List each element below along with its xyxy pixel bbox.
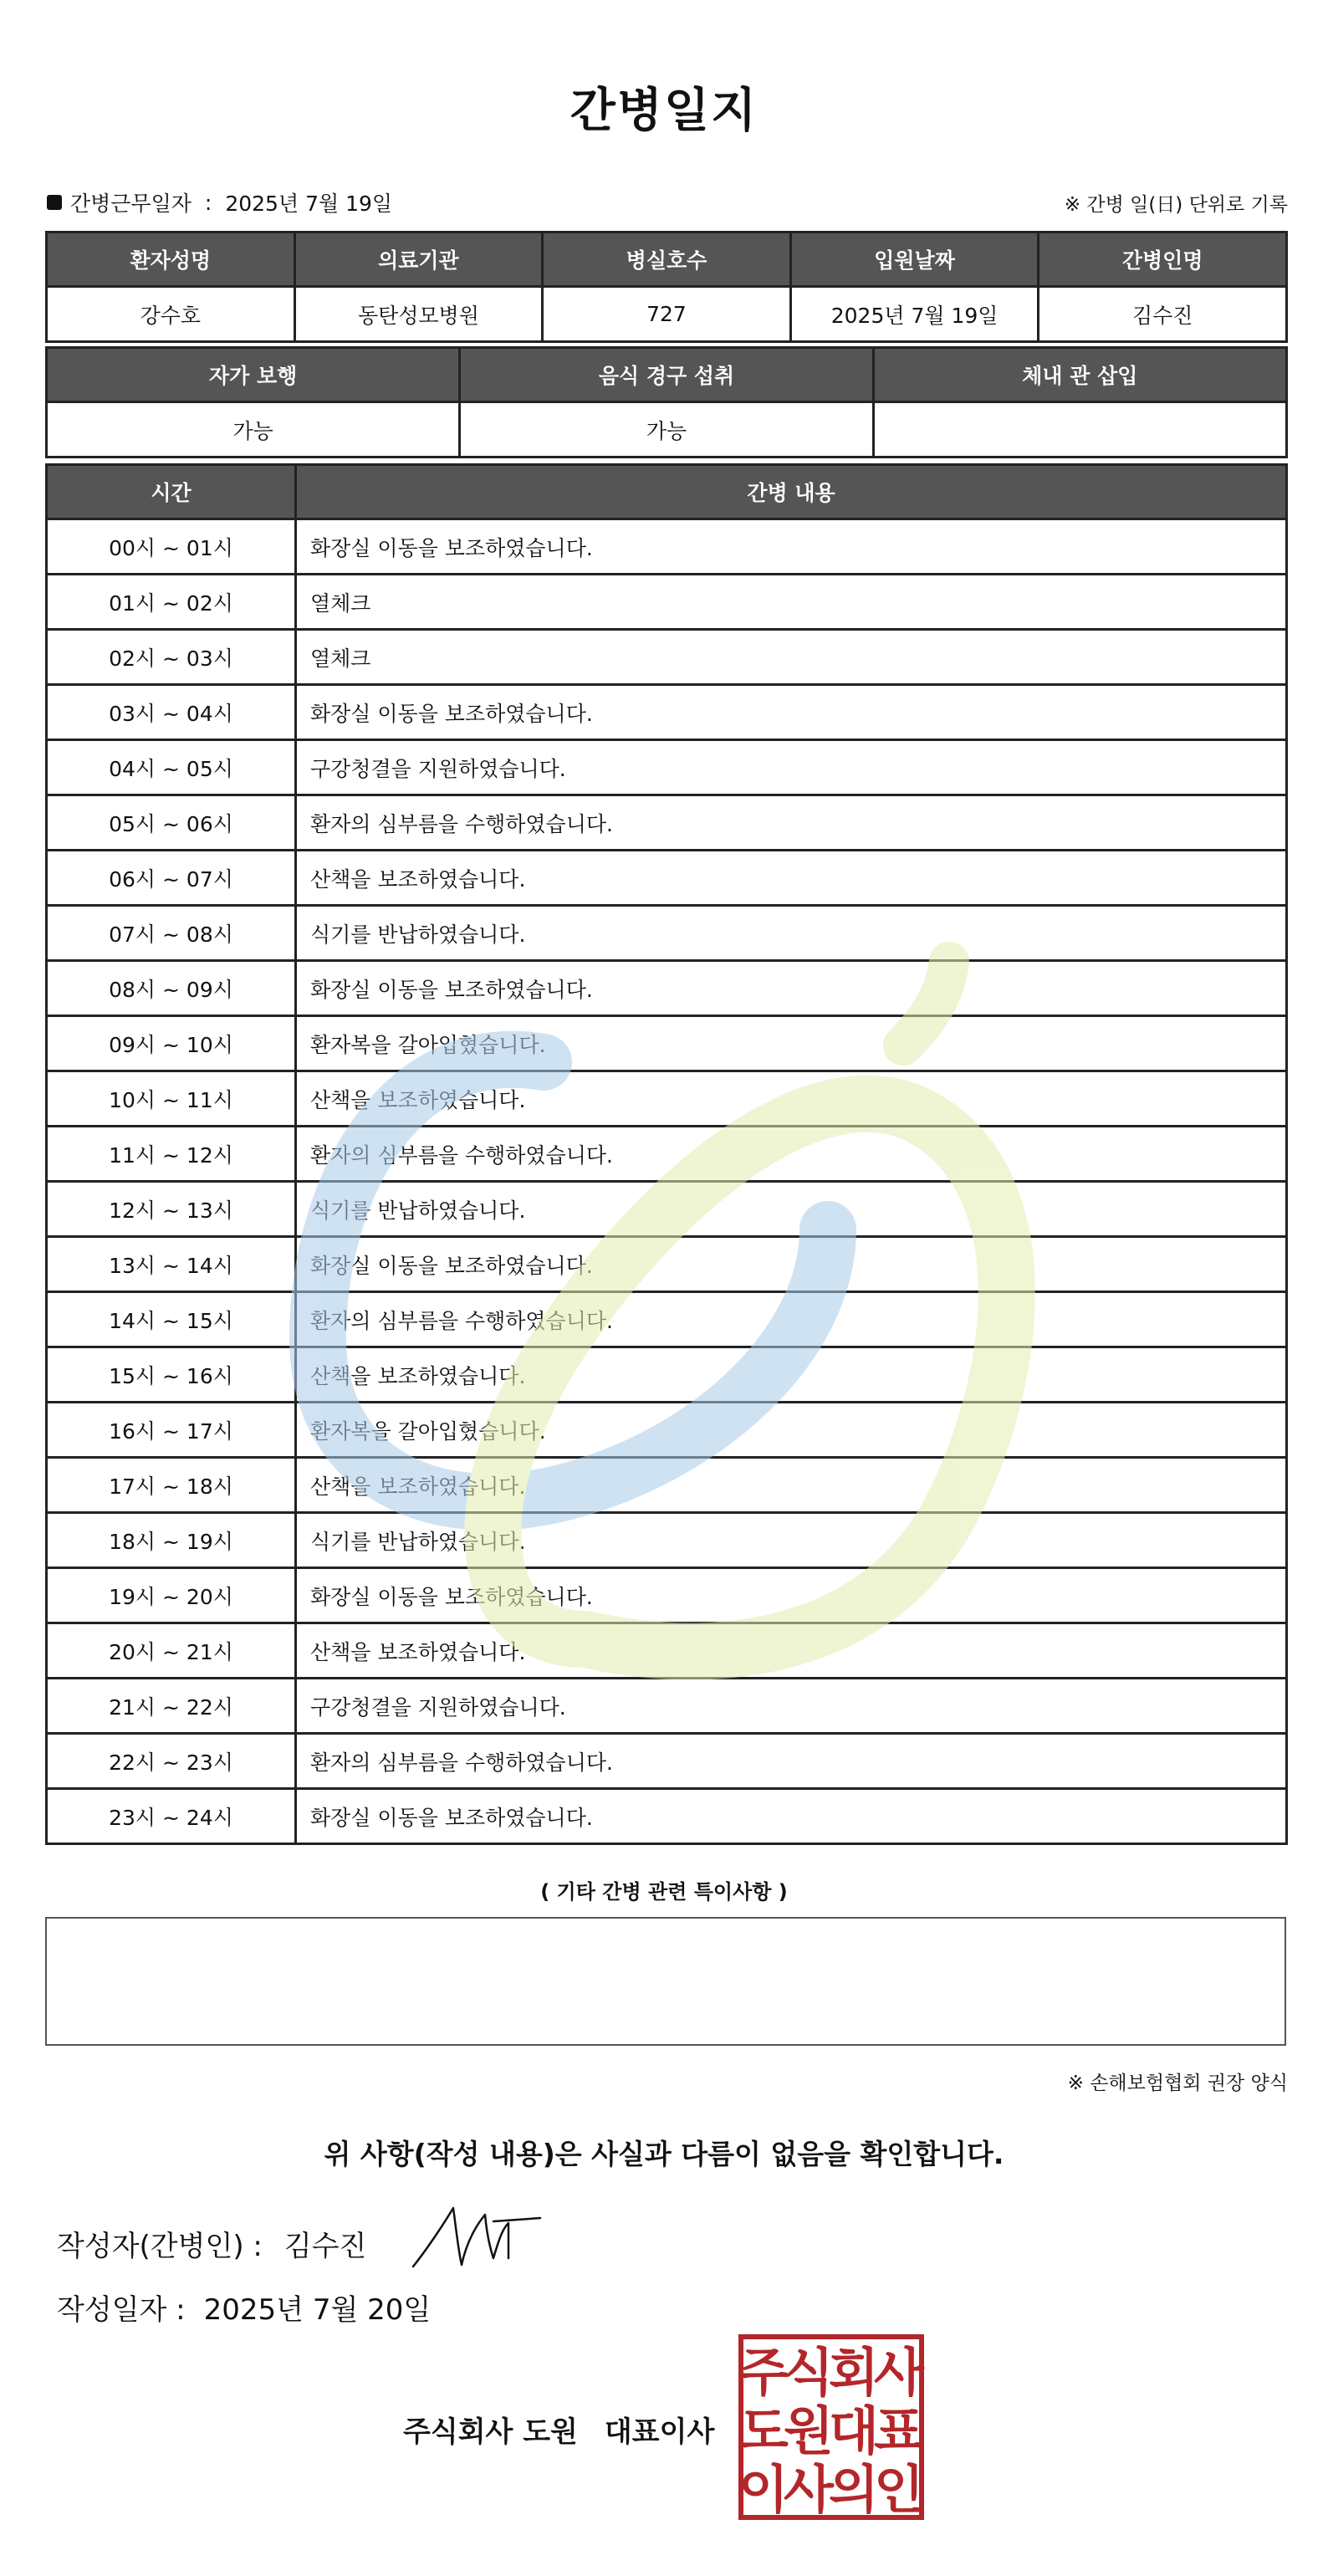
oral-intake-value: 가능 [460,402,873,457]
log-header-row [47,465,1287,519]
log-time: 22시 ~ 23시 [47,1734,296,1789]
log-row [47,1127,1287,1182]
log-content: 구강청결을 지원하였습니다. [296,740,1287,795]
log-time: 06시 ~ 07시 [47,851,296,906]
header-patient-name: 환자성명 [47,233,295,287]
log-content: 화장실 이동을 보조하였습니다. [296,961,1287,1016]
log-content: 산책을 보조하였습니다. [296,1458,1287,1513]
log-row [47,961,1287,1016]
log-content: 열체크 [296,630,1287,685]
log-row [47,851,1287,906]
notes-title: ( 기타 간병 관련 특이사항 ) [540,1880,788,1904]
log-time: 17시 ~ 18시 [47,1458,296,1513]
log-content: 화장실 이동을 보조하였습니다. [296,1568,1287,1623]
log-content: 화장실 이동을 보조하였습니다. [296,1237,1287,1292]
log-time: 18시 ~ 19시 [47,1513,296,1568]
log-content: 산책을 보조하였습니다. [296,851,1287,906]
record-unit-note: ※ 간병 일(日) 단위로 기록 [1064,194,1288,216]
log-content: 화장실 이동을 보조하였습니다. [296,685,1287,740]
admission-date: 2025년 7월 19일 [790,287,1039,342]
log-row [47,1458,1287,1513]
log-content: 열체크 [296,575,1287,630]
patient-info-table [45,231,1288,343]
work-date-separator: : [204,190,212,215]
log-row [47,1568,1287,1623]
log-time: 20시 ~ 21시 [47,1623,296,1679]
seal-char: 인 [874,2459,924,2520]
log-content: 환자의 심부름을 수행하였습니다. [296,1127,1287,1182]
seal-char: 표 [874,2400,924,2461]
log-content: 식기를 반납하였습니다. [296,1513,1287,1568]
log-row [47,795,1287,851]
work-date-value: 2025년 7월 19일 [225,192,393,216]
log-content: 환자의 심부름을 수행하였습니다. [296,1292,1287,1347]
log-row [47,630,1287,685]
header-care-content: 간병 내용 [296,465,1287,519]
seal-char: 도 [738,2400,789,2461]
log-content: 산책을 보조하였습니다. [296,1071,1287,1127]
log-time: 12시 ~ 13시 [47,1182,296,1237]
signature [410,2200,544,2275]
log-content: 환자의 심부름을 수행하였습니다. [296,795,1287,851]
seal-char: 식 [784,2342,834,2403]
seal-char: 회 [829,2342,879,2403]
header-caregiver: 간병인명 [1039,233,1287,287]
seal-char: 의 [829,2459,879,2520]
header-tube-insertion: 체내 관 삽입 [873,348,1286,402]
log-time: 07시 ~ 08시 [47,906,296,961]
log-time: 08시 ~ 09시 [47,961,296,1016]
header-admission-date: 입원날짜 [790,233,1039,287]
log-row [47,740,1287,795]
log-row [47,1679,1287,1734]
log-time: 03시 ~ 04시 [47,685,296,740]
write-date-line [57,2287,431,2328]
self-walking-value: 가능 [47,402,460,457]
notes-box [45,1917,1286,2046]
log-time: 11시 ~ 12시 [47,1127,296,1182]
header-oral-intake: 음식 경구 섭취 [460,348,873,402]
work-date-label: 간병근무일자 [70,192,192,216]
log-content: 식기를 반납하였습니다. [296,1182,1287,1237]
page-title: 간병일지 [570,84,758,138]
log-row [47,1071,1287,1127]
log-row [47,575,1287,630]
log-time: 00시 ~ 01시 [47,519,296,575]
author-name: 김수진 [283,2230,367,2263]
log-row [47,1347,1287,1403]
log-row [47,1182,1287,1237]
log-row [47,1789,1287,1844]
header-self-walking: 자가 보행 [47,348,460,402]
tube-insertion-value [873,402,1286,457]
recommend-note: ※ 손해보험협회 권장 양식 [1067,2073,1288,2094]
seal-char: 원 [784,2400,834,2461]
header-hospital: 의료기관 [294,233,543,287]
log-time: 02시 ~ 03시 [47,630,296,685]
log-time: 16시 ~ 17시 [47,1403,296,1458]
log-content: 환자복을 갈아입혔습니다. [296,1016,1287,1071]
log-time: 10시 ~ 11시 [47,1071,296,1127]
log-content: 환자의 심부름을 수행하였습니다. [296,1734,1287,1789]
status-value-row [47,402,1287,457]
write-date-label: 작성일자 : [57,2293,186,2327]
log-row [47,906,1287,961]
log-row [47,1623,1287,1679]
log-row [47,1292,1287,1347]
log-content: 산책을 보조하였습니다. [296,1347,1287,1403]
write-date-value: 2025년 7월 20일 [203,2293,432,2327]
patient-header-row [47,233,1287,287]
company-name: 주식회사 도원 [403,2415,578,2449]
log-row [47,1237,1287,1292]
company-role: 대표이사 [604,2415,715,2449]
header-time: 시간 [47,465,296,519]
patient-value-row [47,287,1287,342]
log-time: 05시 ~ 06시 [47,795,296,851]
caregiver-name: 김수진 [1039,287,1287,342]
hospital: 동탄성모병원 [294,287,543,342]
log-row [47,1513,1287,1568]
confirmation-statement: 위 사항(작성 내용)은 사실과 다름이 없음을 확인합니다. [324,2138,1004,2170]
log-content: 식기를 반납하였습니다. [296,906,1287,961]
log-content: 환자복을 갈아입혔습니다. [296,1403,1287,1458]
author-line [57,2223,366,2264]
room-number: 727 [543,287,791,342]
square-bullet-icon [47,195,62,210]
log-time: 14시 ~ 15시 [47,1292,296,1347]
company-seal [738,2333,925,2521]
seal-char: 사 [874,2342,924,2403]
log-time: 13시 ~ 14시 [47,1237,296,1292]
log-time: 04시 ~ 05시 [47,740,296,795]
log-row [47,685,1287,740]
seal-char: 대 [829,2400,879,2461]
header-room: 병실호수 [543,233,791,287]
patient-name: 강수호 [47,287,295,342]
status-header-row [47,348,1287,402]
log-time: 21시 ~ 22시 [47,1679,296,1734]
log-content: 화장실 이동을 보조하였습니다. [296,519,1287,575]
log-content: 화장실 이동을 보조하였습니다. [296,1789,1287,1844]
log-time: 09시 ~ 10시 [47,1016,296,1071]
log-content: 산책을 보조하였습니다. [296,1623,1287,1679]
log-row [47,1403,1287,1458]
work-date [47,187,392,217]
seal-char: 주 [738,2342,789,2403]
care-log-table [45,463,1288,1845]
company-line [403,2409,714,2450]
author-label: 작성자(간병인) : [57,2230,263,2263]
log-row [47,519,1287,575]
seal-char: 사 [784,2459,834,2520]
log-content: 구강청결을 지원하였습니다. [296,1679,1287,1734]
log-time: 15시 ~ 16시 [47,1347,296,1403]
seal-char: 이 [738,2459,789,2520]
log-time: 23시 ~ 24시 [47,1789,296,1844]
log-row [47,1016,1287,1071]
patient-status-table [45,346,1288,458]
log-time: 01시 ~ 02시 [47,575,296,630]
log-time: 19시 ~ 20시 [47,1568,296,1623]
log-row [47,1734,1287,1789]
